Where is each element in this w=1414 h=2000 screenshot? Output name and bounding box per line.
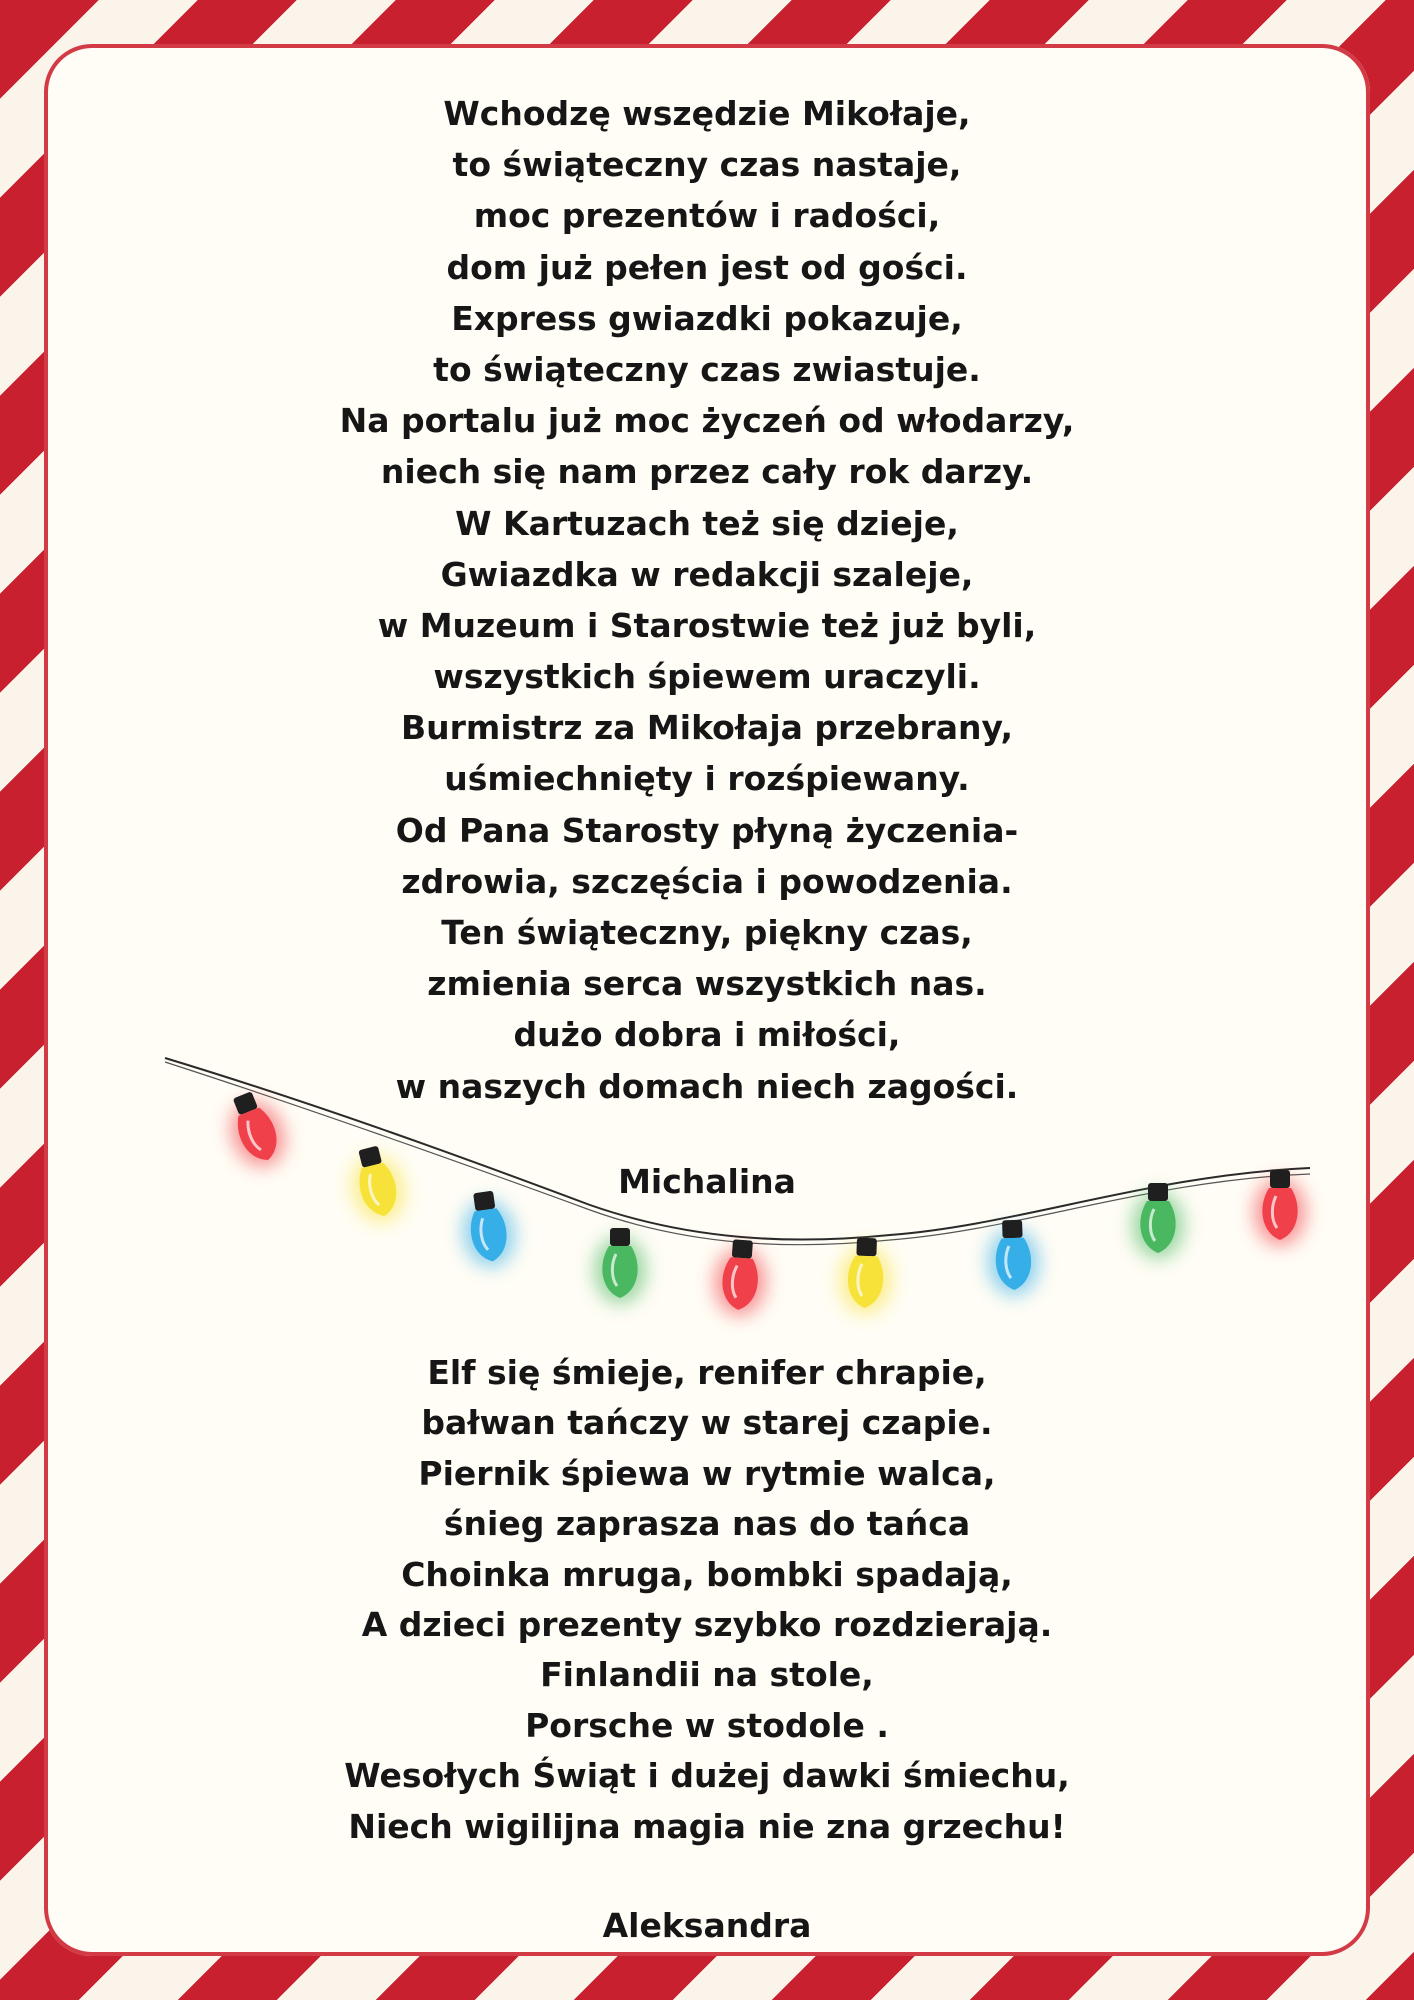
poem-line: Wchodzę wszędzie Mikołaje, [443, 94, 971, 133]
poem-line: Porsche w stodole . [525, 1705, 889, 1745]
poem-line: śnieg zaprasza nas do tańca [443, 1504, 971, 1544]
poem-line: Wesołych Świąt i dużej dawki śmiechu, [344, 1756, 1070, 1796]
poem-line: w naszych domach niech zagości. [395, 1066, 1019, 1106]
poem-line: wszystkich śpiewem uraczyli. [433, 657, 981, 697]
poem-line: uśmiechnięty i rozśpiewany. [444, 759, 970, 799]
poem-line: w Muzeum i Starostwie też już byli, [377, 605, 1037, 645]
poem-line: Gwiazdka w redakcji szaleje, [440, 554, 974, 594]
poem-line: Piernik śpiewa w rytmie walca, [418, 1453, 996, 1493]
poem-line: Niech wigilijna magia nie zna grzechu! [348, 1806, 1066, 1846]
poem-line: to świąteczny czas zwiastuje. [433, 349, 981, 389]
poem-line: zmienia serca wszystkich nas. [427, 964, 987, 1004]
poem-line: Express gwiazdki pokazuje, [451, 298, 963, 338]
poem-line: A dzieci prezenty szybko rozdzierają. [361, 1604, 1053, 1644]
poem-line: bałwan tańczy w starej czapie. [421, 1403, 993, 1443]
poem-line: moc prezentów i radości, [473, 196, 941, 236]
poem-michalina [0, 88, 1414, 1112]
poem-line: to świąteczny czas nastaje, [452, 145, 962, 185]
author-aleksandra: Aleksandra [602, 1906, 812, 1945]
poem-line: Od Pana Starosty płyną życzenia- [395, 810, 1019, 850]
light-bulb-icon [986, 1219, 1041, 1297]
poem-line: dom już pełen jest od gości. [446, 247, 968, 287]
poem-line: niech się nam przez cały rok darzy. [380, 452, 1034, 492]
light-bulb-icon [838, 1237, 893, 1315]
poem-line: Na portalu już moc życzeń od włodarzy, [339, 401, 1075, 441]
poem-line: Finlandii na stole, [540, 1655, 874, 1695]
poem-line: Burmistrz za Mikołaja przebrany, [400, 708, 1014, 748]
poem-line: Elf się śmieje, renifer chrapie, [427, 1353, 987, 1392]
poem-line: Choinka mruga, bombki spadają, [401, 1554, 1013, 1594]
poem-line: W Kartuzach też się dzieje, [455, 503, 959, 543]
poem-aleksandra [0, 1348, 1414, 1852]
poem-line: dużo dobra i miłości, [513, 1015, 901, 1055]
author-michalina: Michalina [618, 1162, 796, 1201]
poem-line: Ten świąteczny, piękny czas, [441, 913, 973, 952]
light-bulb-icon [594, 1228, 646, 1304]
light-bulb-icon [712, 1238, 769, 1317]
poem-line: zdrowia, szczęścia i powodzenia. [401, 861, 1013, 901]
